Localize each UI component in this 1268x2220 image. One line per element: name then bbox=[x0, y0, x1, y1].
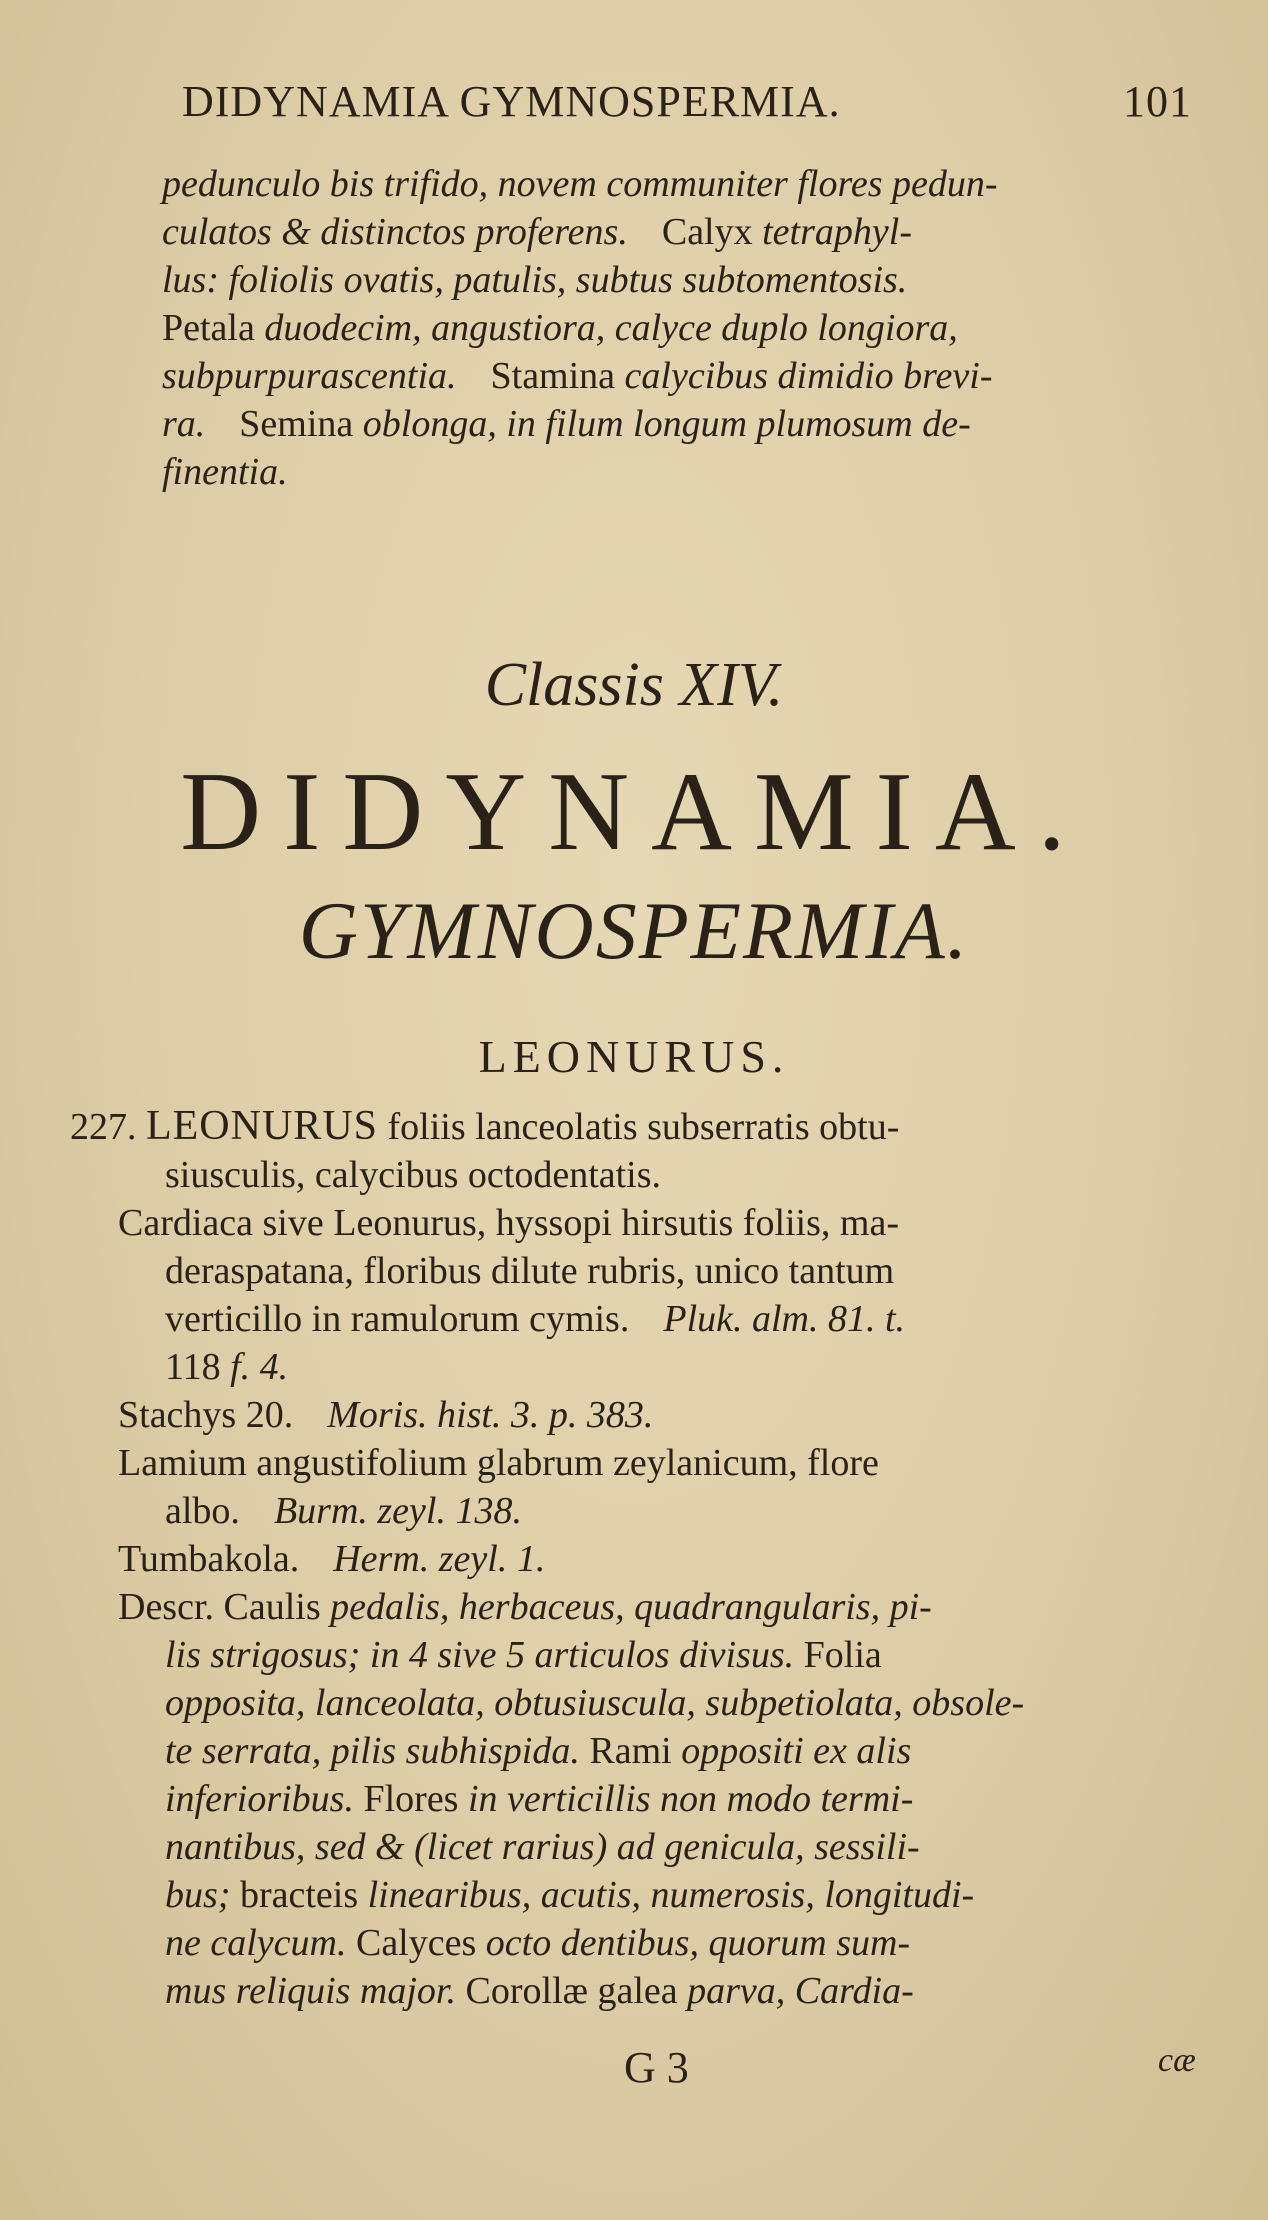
synonym-line: Tumbakola. Herm. zeyl. 1. bbox=[118, 1538, 546, 1580]
cont-line-2: culatos & distinctos proferens. Calyx tetraphyl- bbox=[162, 211, 912, 253]
entry-number: 227. bbox=[70, 1106, 137, 1148]
synonym-line: Lamium angustifolium glabrum zeylanicum, flore bbox=[118, 1442, 879, 1484]
description-segment: Calyces bbox=[346, 1922, 486, 1964]
description-segment: lis strigosus; in 4 sive 5 articulos divisus. bbox=[165, 1634, 795, 1676]
description-segment: Descr. bbox=[118, 1586, 215, 1628]
diagnosis-line-2: siusculis, calycibus octodentatis. bbox=[165, 1154, 662, 1196]
description-segment: oppositi ex alis bbox=[681, 1730, 912, 1772]
description-line bbox=[70, 1727, 1192, 1775]
description-line bbox=[70, 1967, 1192, 2015]
classis-heading: Classis XIV. bbox=[484, 651, 784, 719]
description-segment: Flores bbox=[353, 1778, 468, 1820]
cont-line-6: ra. Semina oblonga, in filum longum plumosum de- bbox=[162, 403, 971, 445]
description-segment: Corollæ galea bbox=[456, 1970, 688, 2012]
description-segment: octo dentibus, quorum sum- bbox=[485, 1922, 911, 1964]
description-segment: opposita, lanceolata, obtusiuscula, subpetiolata, obsole- bbox=[165, 1682, 1025, 1724]
description-line bbox=[70, 1631, 1192, 1679]
cont-line-3: lus: foliolis ovatis, patulis, subtus subtomentosis. bbox=[162, 259, 908, 301]
description-segment: bracteis bbox=[239, 1874, 368, 1916]
description-line bbox=[70, 1775, 1192, 1823]
synonym-line: deraspatana, floribus dilute rubris, unico tantum bbox=[165, 1250, 895, 1292]
description-segment: bus; bbox=[165, 1874, 240, 1916]
order-title: GYMNOSPERMIA. bbox=[298, 885, 970, 976]
cont-line-7: finentia. bbox=[162, 451, 288, 493]
description-segment: te serrata, pilis subhispida. bbox=[165, 1730, 580, 1772]
description-segment: nantibus, sed & (licet rarius) ad genicula, sessili- bbox=[165, 1826, 920, 1868]
description-line bbox=[70, 1919, 1192, 1967]
page-number: 101 bbox=[1123, 77, 1192, 126]
synonym-line: Stachys 20. Moris. hist. 3. p. 383. bbox=[118, 1394, 654, 1436]
running-head bbox=[182, 76, 1192, 127]
description-segment: pedalis, herbaceus, quadrangularis, pi- bbox=[330, 1586, 932, 1628]
description-segment: Folia bbox=[794, 1634, 882, 1676]
signature-mark: G 3 bbox=[624, 2043, 689, 2092]
cont-line-5: subpurpurascentia. Stamina calycibus dimidio brevi- bbox=[162, 355, 993, 397]
description-line bbox=[70, 1871, 1192, 1919]
synonym-line: 118 f. 4. bbox=[165, 1346, 289, 1388]
running-title: DIDYNAMIA GYMNOSPERMIA. bbox=[182, 77, 841, 126]
description-segment: in verticillis non modo termi- bbox=[467, 1778, 914, 1820]
description-segment: parva, Cardia- bbox=[687, 1970, 914, 2012]
cont-line-4: Petala duodecim, angustiora, calyce duplo longiora, bbox=[162, 307, 958, 349]
description-line bbox=[70, 1583, 1192, 1631]
species-name: LEONURUS bbox=[146, 1103, 379, 1149]
synonym-line: verticillo in ramulorum cymis. Pluk. alm. 81. t. bbox=[165, 1298, 906, 1340]
description-segment: Caulis bbox=[214, 1586, 331, 1628]
description-line bbox=[70, 1679, 1192, 1727]
catchword: cæ bbox=[1158, 2042, 1196, 2079]
cont-line-1: pedunculo bis trifido, novem communiter flores pedun- bbox=[162, 163, 998, 205]
continuation-text bbox=[162, 160, 1192, 496]
synonym-line: Cardiaca sive Leonurus, hyssopi hirsutis foliis, ma- bbox=[118, 1202, 899, 1244]
description bbox=[70, 1583, 1192, 2015]
species-entry bbox=[70, 1102, 1192, 2015]
diagnosis-line-1: 227. LEONURUS foliis lanceolatis subserratis obtu- bbox=[70, 1103, 900, 1149]
description-segment: Rami bbox=[579, 1730, 682, 1772]
description-segment: mus reliquis major. bbox=[165, 1970, 457, 2012]
synonym-line: albo. Burm. zeyl. 138. bbox=[165, 1490, 522, 1532]
genus-heading: LEONURUS. bbox=[478, 1031, 790, 1082]
description-segment: ne calycum. bbox=[165, 1922, 347, 1964]
class-title: DIDYNAMIA. bbox=[180, 750, 1088, 874]
description-line bbox=[70, 1823, 1192, 1871]
description-segment: linearibus, acutis, numerosis, longitudi- bbox=[367, 1874, 975, 1916]
description-segment: inferioribus. bbox=[165, 1778, 354, 1820]
